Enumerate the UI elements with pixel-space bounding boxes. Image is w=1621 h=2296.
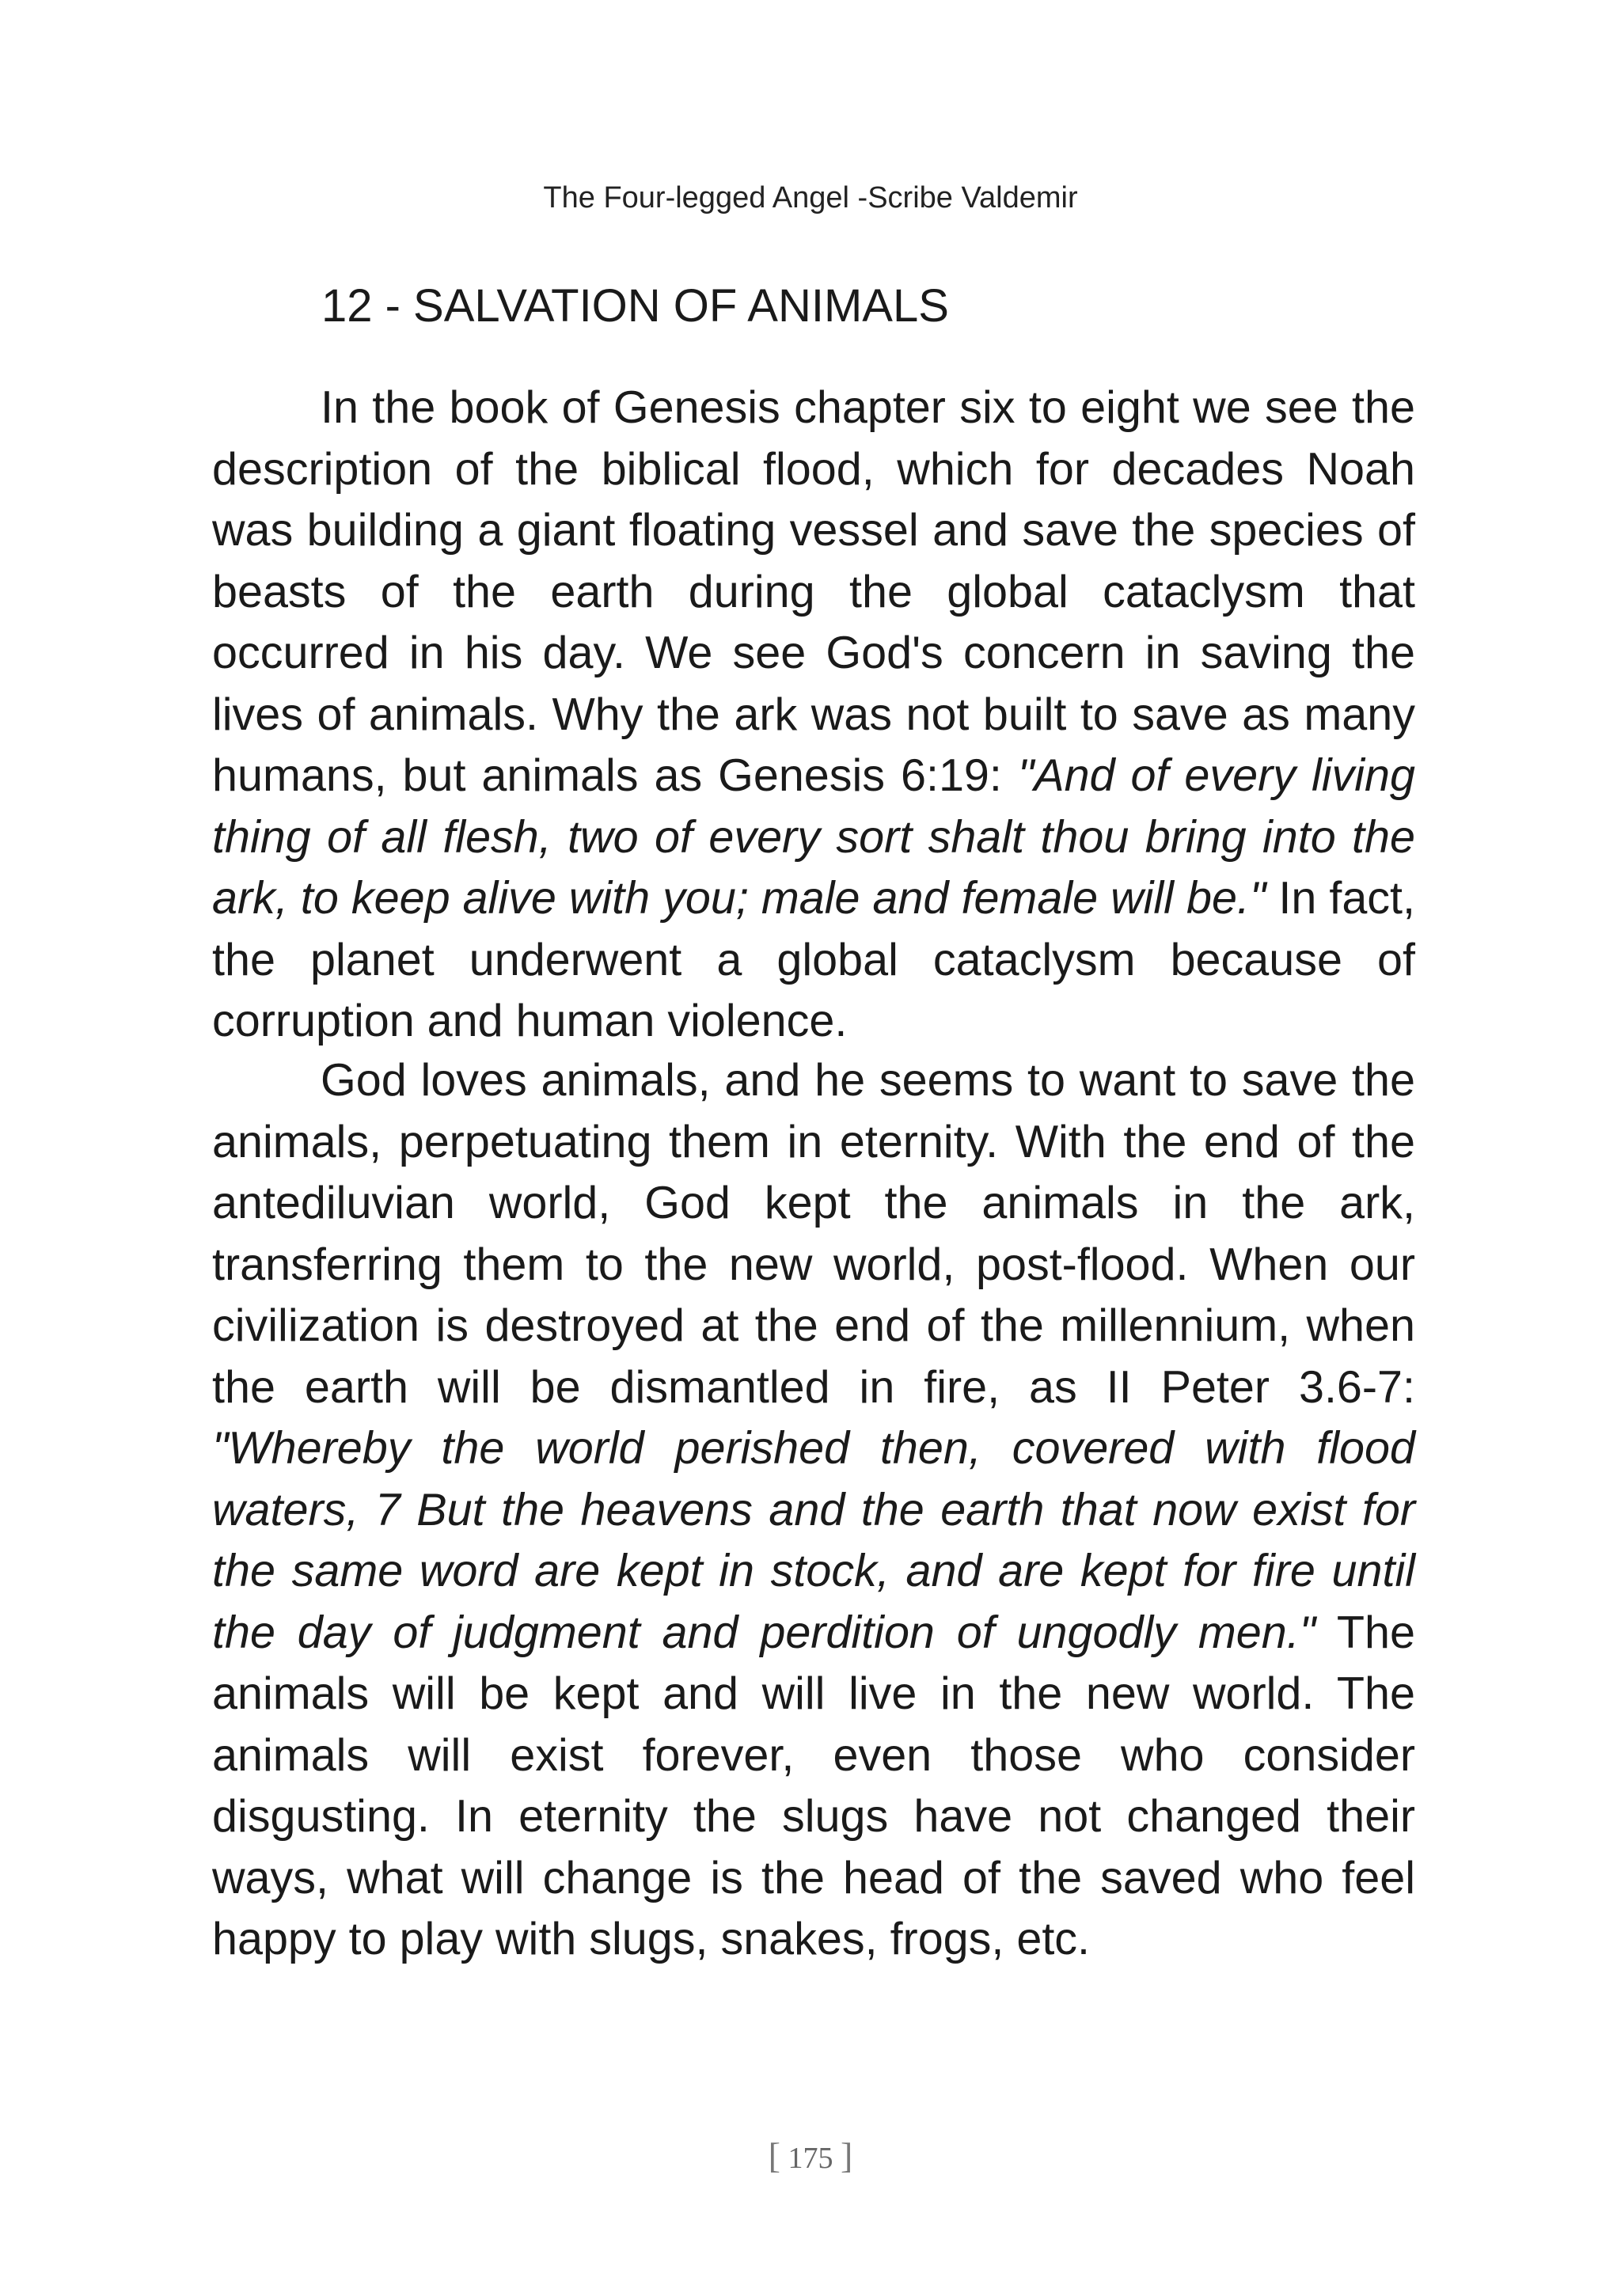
paragraph-1-text-end: In fact, the planet underwent a global cataclysm because of corruption and human violence.: [212, 873, 1415, 1046]
page-number-bracket-open: [: [768, 2135, 780, 2176]
paragraph-2-text-end: The animals will be kept and will live in the new world. The animals will exist forever, even those who consider disgusting. In eternity the slugs have not changed their ways, what will change is the head of the saved who feel happy to play with slugs, snakes, frogs, etc.: [212, 1607, 1415, 1964]
chapter-title: 12 - SALVATION OF ANIMALS: [321, 280, 949, 332]
running-header: The Four-legged Angel -Scribe Valdemir: [543, 181, 1078, 214]
paragraph-2-quote: "Whereby the world perished then, covered with flood waters, 7 But the heavens and the earth that now exist for the same word are kept in stock, and are kept for fire until the day of judgment and perdition of ungodly men.": [212, 1423, 1415, 1658]
paragraph-2-text: God loves animals, and he seems to want to save the animals, perpetuating them in eternity. With the end of the antediluvian world, God kept the animals in the ark, transferring them to the new world, post-flood. When our civilization is destroyed at the end of the millennium, when the earth will be dismantled in fire, as II Peter 3.6-7:: [212, 1055, 1415, 1413]
paragraph-1-quote: "And of every living thing of all flesh, two of every sort shalt thou bring into the ark, to keep alive with you; male and female will be.": [212, 750, 1415, 924]
page-number-bracket-close: ]: [841, 2135, 853, 2176]
page-number-value: 175: [788, 2142, 833, 2175]
paragraph-1-text: In the book of Genesis chapter six to eight we see the description of the biblical flood, which for decades Noah was building a giant floating vessel and save the species of beasts of the earth during the global cataclysm that occurred in his day. We see God's concern in saving the lives of animals. Why the ark was not built to save as many humans, but animals as Genesis 6:19:: [212, 382, 1415, 801]
paragraph-2: [212, 1050, 1415, 1971]
paragraph-1: [212, 378, 1415, 1053]
page-number: [0, 2135, 1621, 2176]
